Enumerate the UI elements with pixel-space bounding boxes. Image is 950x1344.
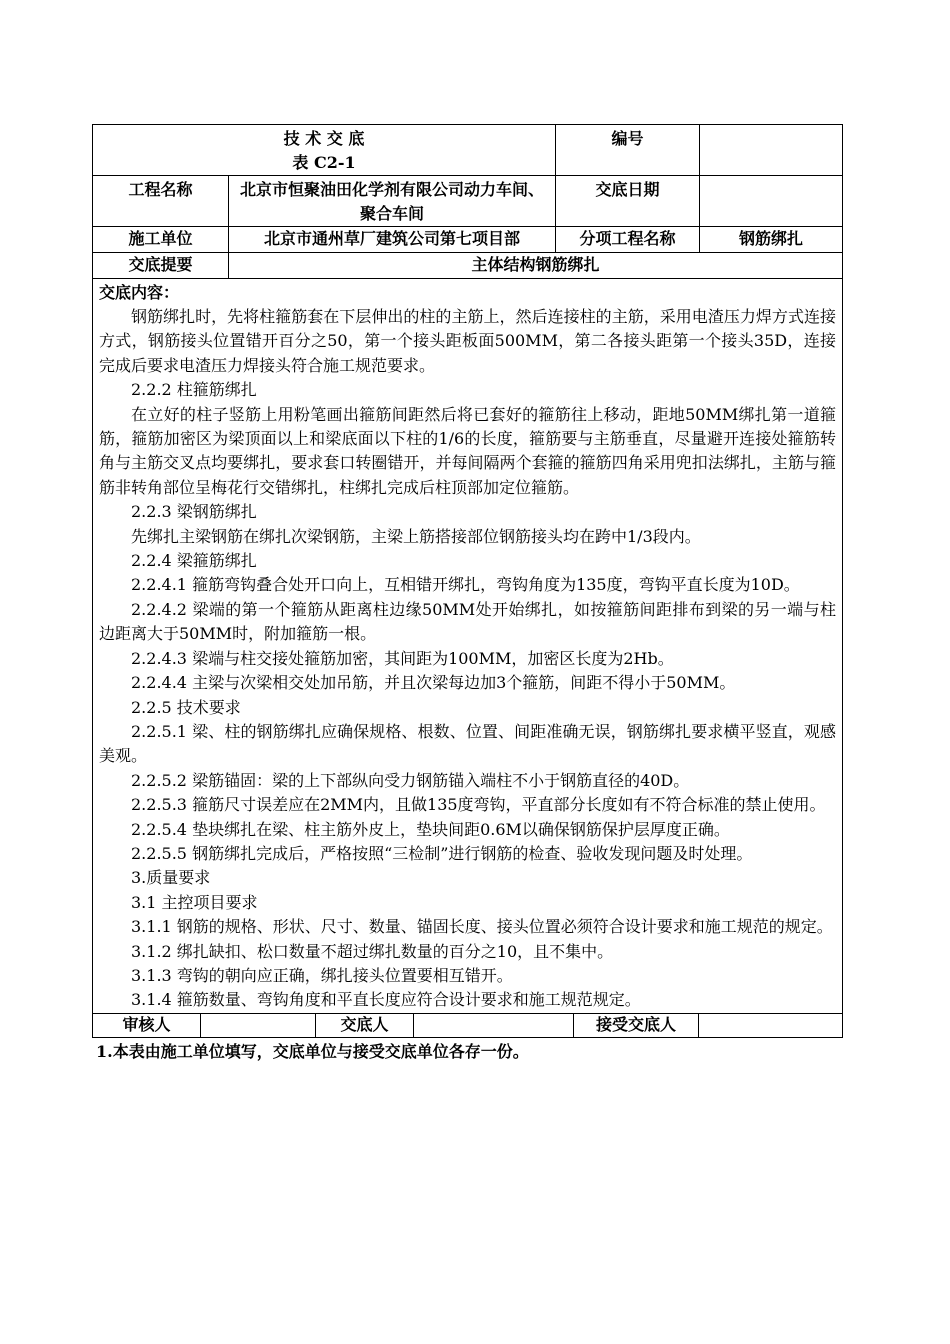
subproject-label: 分项工程名称	[556, 227, 700, 253]
discloser-value	[414, 1013, 574, 1037]
content-paragraph: 3.1.4 箍筋数量、弯钩角度和平直长度应符合设计要求和施工规范规定。	[131, 990, 641, 1010]
content-paragraph: 3.1.3 弯钩的朝向应正确，绑扎接头位置要相互错开。	[131, 965, 513, 985]
form-title: 技 术 交 底	[283, 129, 365, 148]
content-paragraph: 2.2.4.2 梁端的第一个箍筋从距离柱边缘50MM处开始绑扎，如按箍筋间距排布到梁的另一端与柱边距离大于50MM时，附加箍筋一根。	[99, 599, 836, 644]
content-paragraph: 3.质量要求	[131, 868, 211, 888]
contractor-label: 施工单位	[93, 227, 229, 253]
content-paragraph: 2.2.4.1 箍筋弯钩叠合处开口向上，互相错开绑扎，弯钩角度为135度，弯钩平直长度为10D。	[131, 575, 800, 595]
content-body	[99, 305, 836, 1013]
content-paragraph: 2.2.5 技术要求	[131, 697, 241, 717]
subproject-value: 钢筋绑扎	[700, 227, 843, 253]
content-paragraph: 2.2.5.4 垫块绑扎在梁、柱主筋外皮上，垫块间距0.6M以确保钢筋保护层厚度正确。	[131, 819, 730, 839]
summary-label: 交底提要	[93, 253, 229, 279]
content-paragraph: 3.1.1 钢筋的规格、形状、尺寸、数量、锚固长度、接头位置必须符合设计要求和施工规范的规定。	[131, 917, 833, 937]
project-value: 北京市恒聚油田化学剂有限公司动力车间、聚合车间	[229, 176, 556, 227]
contractor-value: 北京市通州草厂建筑公司第七项目部	[229, 227, 556, 253]
header-table	[92, 124, 843, 1014]
content-paragraph: 2.2.3 梁钢筋绑扎	[131, 502, 257, 522]
form-code: 表 C2-1	[292, 153, 356, 172]
content-paragraph: 钢筋绑扎时，先将柱箍筋套在下层伸出的柱的主筋上，然后连接柱的主筋，采用电渣压力焊方式连接方式，钢筋接头位置错开百分之50，第一个接头距板面500MM，第二各接头距第一个接头35D，连接完成后要求电渣压力焊接头符合施工规范要求。	[99, 307, 836, 375]
form-title-cell	[93, 125, 556, 176]
content-paragraph: 在立好的柱子竖筋上用粉笔画出箍筋间距然后将已套好的箍筋往上移动，距地50MM绑扎第一道箍筋，箍筋加密区为梁顶面以上和梁底面以下柱的1/6的长度，箍筋要与主筋垂直，尽量避开连接处箍筋转角与主筋交叉点均要绑扎，要求套口转圈错开，并每间隔两个套箍的箍筋四角采用兜扣法绑扎，主筋与箍筋非转角部位呈梅花行交错绑扎，柱绑扎完成后柱顶部加定位箍筋。	[99, 404, 836, 497]
content-paragraph: 2.2.4.4 主梁与次梁相交处加吊筋，并且次梁每边加3个箍筋，间距不得小于50MM。	[131, 673, 736, 693]
content-paragraph: 2.2.5.2 梁筋锚固：梁的上下部纵向受力钢筋锚入端柱不小于钢筋直径的40D。	[131, 770, 690, 790]
receiver-label: 接受交底人	[574, 1013, 699, 1037]
content-paragraph: 2.2.5.3 箍筋尺寸误差应在2MM内，且做135度弯钩，平直部分长度如有不符合标准的禁止使用。	[131, 795, 826, 815]
reviewer-label: 审核人	[93, 1013, 201, 1037]
receiver-value	[699, 1013, 843, 1037]
content-paragraph: 2.2.2 柱箍筋绑扎	[131, 380, 257, 400]
date-value	[700, 176, 843, 227]
reviewer-value	[201, 1013, 316, 1037]
signature-table	[92, 1013, 843, 1038]
content-cell	[93, 279, 843, 1014]
content-paragraph: 2.2.4 梁箍筋绑扎	[131, 551, 257, 571]
content-paragraph: 2.2.5.1 梁、柱的钢筋绑扎应确保规格、根数、位置、间距准确无误，钢筋绑扎要求横平竖直，观感美观。	[99, 721, 836, 766]
content-paragraph: 2.2.5.5 钢筋绑扎完成后，严格按照“三检制”进行钢筋的检查、验收发现问题及时处理。	[131, 843, 753, 863]
summary-value: 主体结构钢筋绑扎	[229, 253, 843, 279]
content-paragraph: 2.2.4.3 梁端与柱交接处箍筋加密，其间距为100MM，加密区长度为2Hb。	[131, 648, 674, 668]
number-value	[700, 125, 843, 176]
project-label: 工程名称	[93, 176, 229, 227]
content-paragraph: 先绑扎主梁钢筋在绑扎次梁钢筋，主梁上筋搭接部位钢筋接头均在跨中1/3段内。	[131, 526, 701, 546]
content-paragraph: 3.1.2 绑扎缺扣、松口数量不超过绑扎数量的百分之10，且不集中。	[131, 941, 614, 961]
number-label: 编号	[556, 125, 700, 176]
content-paragraph: 3.1 主控项目要求	[131, 892, 258, 912]
content-title: 交底内容：	[99, 283, 180, 302]
technical-disclosure-form	[92, 124, 842, 1064]
footnote: 1.本表由施工单位填写，交底单位与接受交底单位各存一份。	[96, 1041, 529, 1061]
date-label: 交底日期	[556, 176, 700, 227]
discloser-label: 交底人	[316, 1013, 414, 1037]
